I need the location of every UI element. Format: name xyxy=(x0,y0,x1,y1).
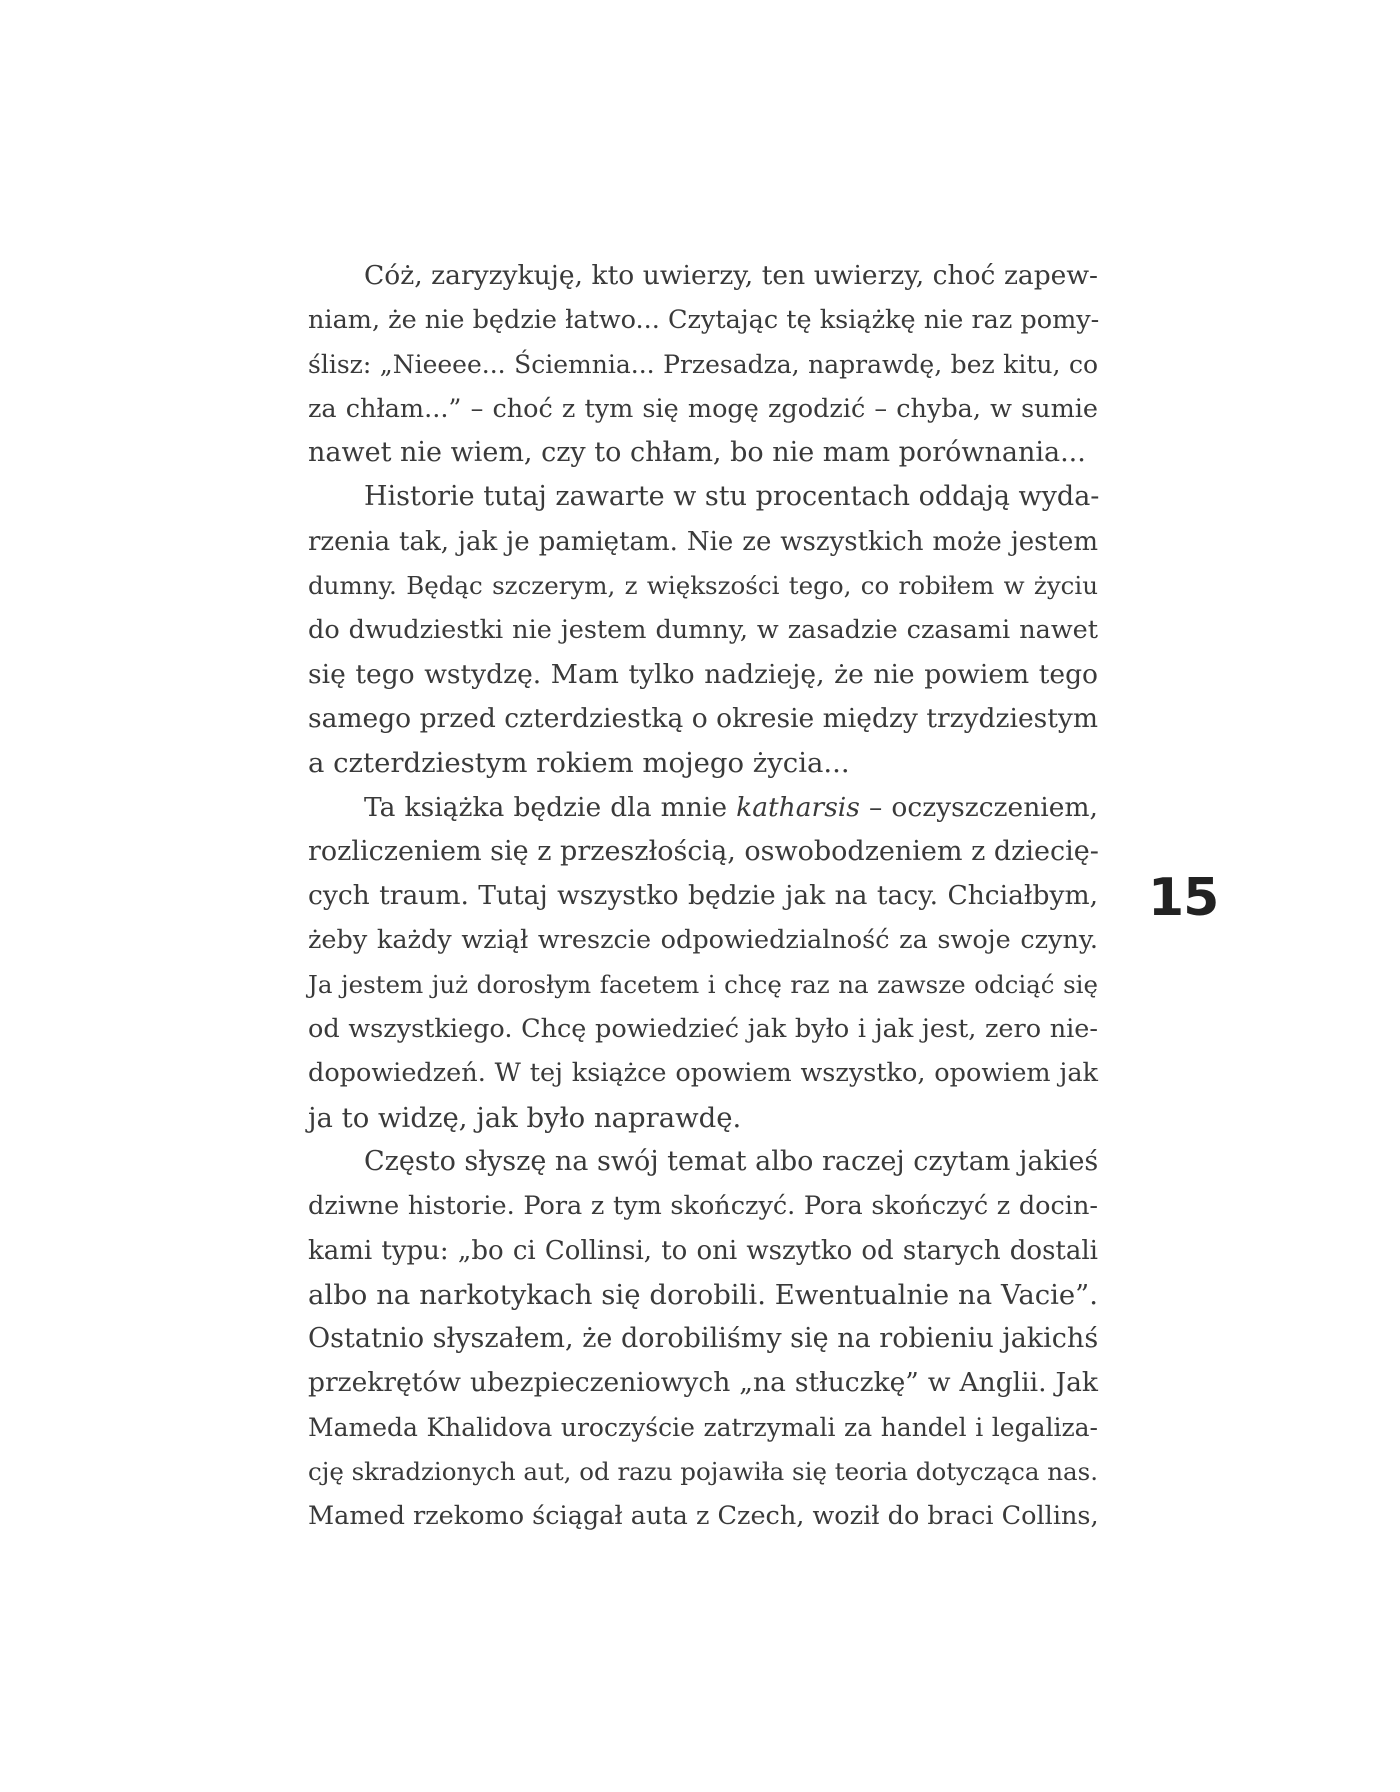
text-line: żeby każdy wziął wreszcie odpowiedzialność za swoje czyny. xyxy=(308,925,1098,956)
paragraph-1 xyxy=(308,254,1098,475)
text-line: a czterdziestym rokiem mojego życia... xyxy=(308,747,850,780)
text-line: ślisz: „Nieeee... Ściemnia... Przesadza, naprawdę, bez kitu, co xyxy=(308,349,1098,379)
text-line: się tego wstydzę. Mam tylko nadzieję, że nie powiem tego xyxy=(308,658,1098,690)
text-line: rzenia tak, jak je pamiętam. Nie ze wszystkich może jestem xyxy=(308,526,1098,557)
text-segment: – oczyszczeniem, xyxy=(869,791,1098,823)
text-line xyxy=(308,786,1098,830)
paragraph-4 xyxy=(308,1140,1098,1539)
text-line: ja to widzę, jak było naprawdę. xyxy=(308,1101,742,1134)
text-line: cję skradzionych aut, od razu pojawiła się teoria dotycząca nas. xyxy=(308,1457,1098,1487)
text-line: do dwudziestki nie jestem dumny, w zasadzie czasami nawet xyxy=(308,615,1098,646)
italic-term: katharsis xyxy=(736,791,860,823)
text-line: Mamed rzekomo ściągał auta z Czech, woził do braci Collins, xyxy=(308,1501,1099,1532)
text-line: dumny. Będąc szczerym, z większości tego, co robiłem w życiu xyxy=(308,571,1098,601)
text-line: niam, że nie będzie łatwo... Czytając tę książkę nie raz pomy- xyxy=(308,305,1100,336)
text-line: Historie tutaj zawarte w stu procentach oddają wyda- xyxy=(364,481,1100,513)
text-segment: Ta książka będzie dla mnie xyxy=(364,791,728,823)
text-line: dopowiedzeń. W tej książce opowiem wszystko, opowiem jak xyxy=(308,1058,1098,1089)
text-line: rozliczeniem się z przeszłością, oswobodzeniem z dziecię- xyxy=(308,835,1099,867)
text-line: Często słyszę na swój temat albo raczej czytam jakieś xyxy=(364,1145,1099,1177)
text-line: albo na narkotykach się dorobili. Ewentualnie na Vacie”. xyxy=(308,1278,1098,1311)
text-line: Mameda Khalidova uroczyście zatrzymali za handel i legaliza- xyxy=(308,1412,1098,1442)
text-line: dziwne historie. Pora z tym skończyć. Pora skończyć z docin- xyxy=(308,1191,1098,1222)
text-line: nawet nie wiem, czy to chłam, bo nie mam porównania... xyxy=(308,437,1086,469)
page-number: 15 xyxy=(1148,868,1219,928)
text-line: Ostatnio słyszałem, że dorobiliśmy się na robieniu jakichś xyxy=(308,1323,1099,1355)
text-line: Cóż, zaryzykuję, kto uwierzy, ten uwierzy, choć zapew- xyxy=(364,260,1098,291)
paragraph-3 xyxy=(308,786,1098,1140)
paragraph-2 xyxy=(308,475,1098,785)
body-text xyxy=(308,254,1098,1539)
text-line: kami typu: „bo ci Collinsi, to oni wszytko od starych dostali xyxy=(308,1235,1098,1266)
text-line: przekrętów ubezpieczeniowych „na stłuczkę” w Anglii. Jak xyxy=(308,1367,1098,1399)
text-line: Ja jestem już dorosłym facetem i chcę raz na zawsze odciąć się xyxy=(308,969,1098,999)
text-line: samego przed czterdziestką o okresie między trzydziestym xyxy=(308,702,1098,734)
text-line: od wszystkiego. Chcę powiedzieć jak było i jak jest, zero nie- xyxy=(308,1014,1098,1045)
text-line: cych traum. Tutaj wszystko będzie jak na tacy. Chciałbym, xyxy=(308,880,1098,912)
text-line: za chłam...” – choć z tym się mogę zgodzić – chyba, w sumie xyxy=(308,393,1098,424)
